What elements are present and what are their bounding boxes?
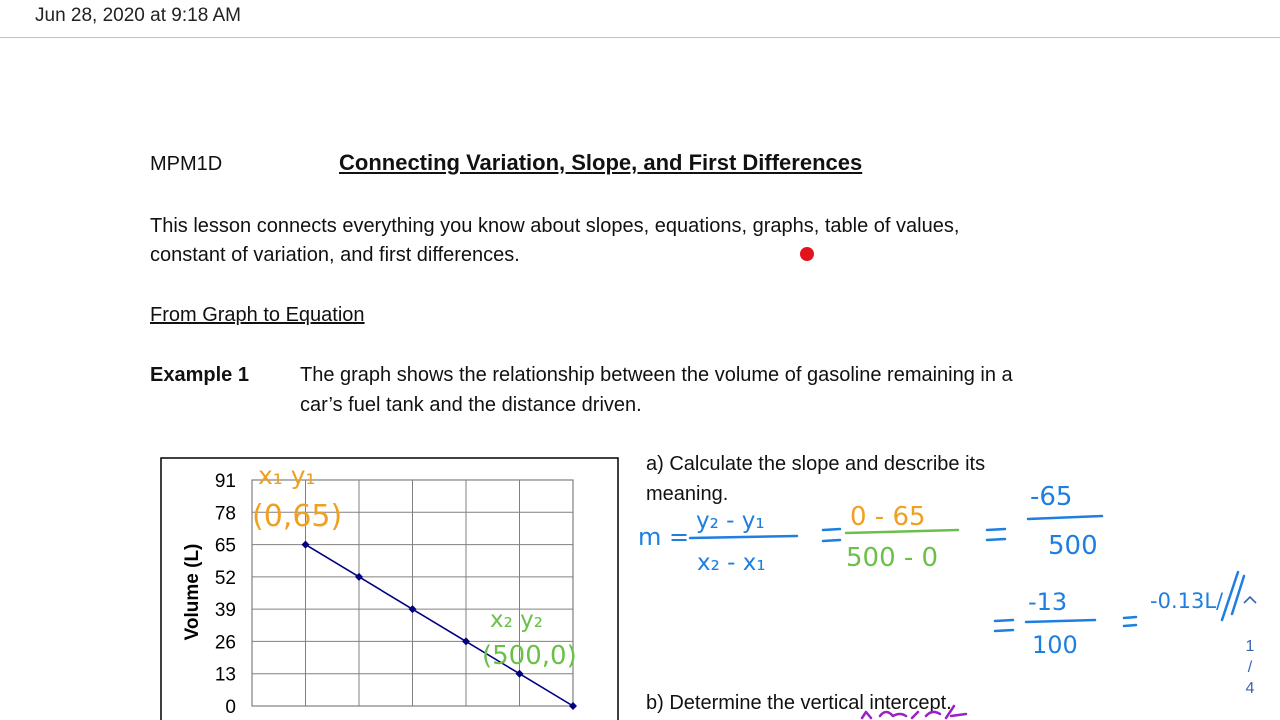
y-tick-label: 78	[214, 503, 236, 525]
page-current: 1	[1245, 638, 1255, 655]
fraction1-bar	[1028, 516, 1102, 519]
slope-result: -0.13L/	[1150, 589, 1224, 613]
substitution-numerator: 0 - 65	[850, 502, 926, 532]
y-tick-label: 52	[214, 567, 236, 589]
page-title: Connecting Variation, Slope, and First Differences	[339, 150, 863, 175]
p1-labels: x₁ y₁	[258, 461, 316, 490]
p2-labels: x₂ y₂	[490, 607, 543, 633]
y-axis-label: Volume (L)	[182, 543, 203, 641]
example-label: Example 1	[150, 364, 249, 386]
y-tick-label: 26	[214, 632, 236, 654]
intro-line-1: This lesson connects everything you know about slopes, equations, graphs, table of values,	[150, 215, 960, 237]
y-tick-label: 13	[214, 664, 236, 686]
slope-fraction-bar	[690, 536, 797, 538]
slope-formula-numerator: y₂ - y₁	[696, 508, 765, 534]
y-tick-label: 91	[214, 471, 236, 492]
substitution-denominator: 500 - 0	[846, 543, 939, 573]
equals-sign-3	[995, 620, 1013, 631]
fraction2-numerator: -13	[1028, 588, 1068, 616]
example-text-line-1: The graph shows the relationship between the volume of gasoline remaining in a	[300, 364, 1013, 386]
equals-sign-4	[1124, 617, 1136, 626]
example-text-line-2: car’s fuel tank and the distance driven.	[300, 394, 642, 416]
intro-line-2: constant of variation, and first differences.	[150, 244, 520, 266]
y-tick-label: 0	[225, 697, 236, 718]
question-a-line-2: meaning.	[646, 483, 729, 505]
y-tick-label: 65	[214, 535, 236, 557]
p1-point: (0,65)	[252, 499, 343, 534]
question-b: b) Determine the vertical intercept.	[646, 692, 952, 714]
timestamp: Jun 28, 2020 at 9:18 AM	[35, 5, 241, 26]
fraction2-denominator: 100	[1032, 631, 1078, 659]
section-heading: From Graph to Equation	[150, 304, 365, 326]
fraction2-bar	[1026, 620, 1095, 622]
question-b-handwriting	[862, 706, 966, 718]
page-total: 4	[1245, 680, 1255, 697]
slope-formula-denominator: x₂ - x₁	[697, 550, 766, 576]
p2-point: (500,0)	[482, 641, 577, 671]
question-a-line-1: a) Calculate the slope and describe its	[646, 453, 986, 475]
chevron-up-icon[interactable]	[1240, 590, 1260, 610]
course-code: MPM1D	[150, 153, 223, 175]
fraction1-denominator: 500	[1048, 531, 1098, 561]
equals-sign-2	[987, 529, 1005, 540]
fraction1-numerator: -65	[1030, 482, 1073, 512]
y-tick-label: 39	[214, 600, 236, 622]
equals-sign-1	[823, 529, 840, 541]
page-separator: /	[1247, 659, 1253, 676]
page-indicator	[1236, 636, 1264, 699]
slope-m: m =	[638, 523, 690, 551]
